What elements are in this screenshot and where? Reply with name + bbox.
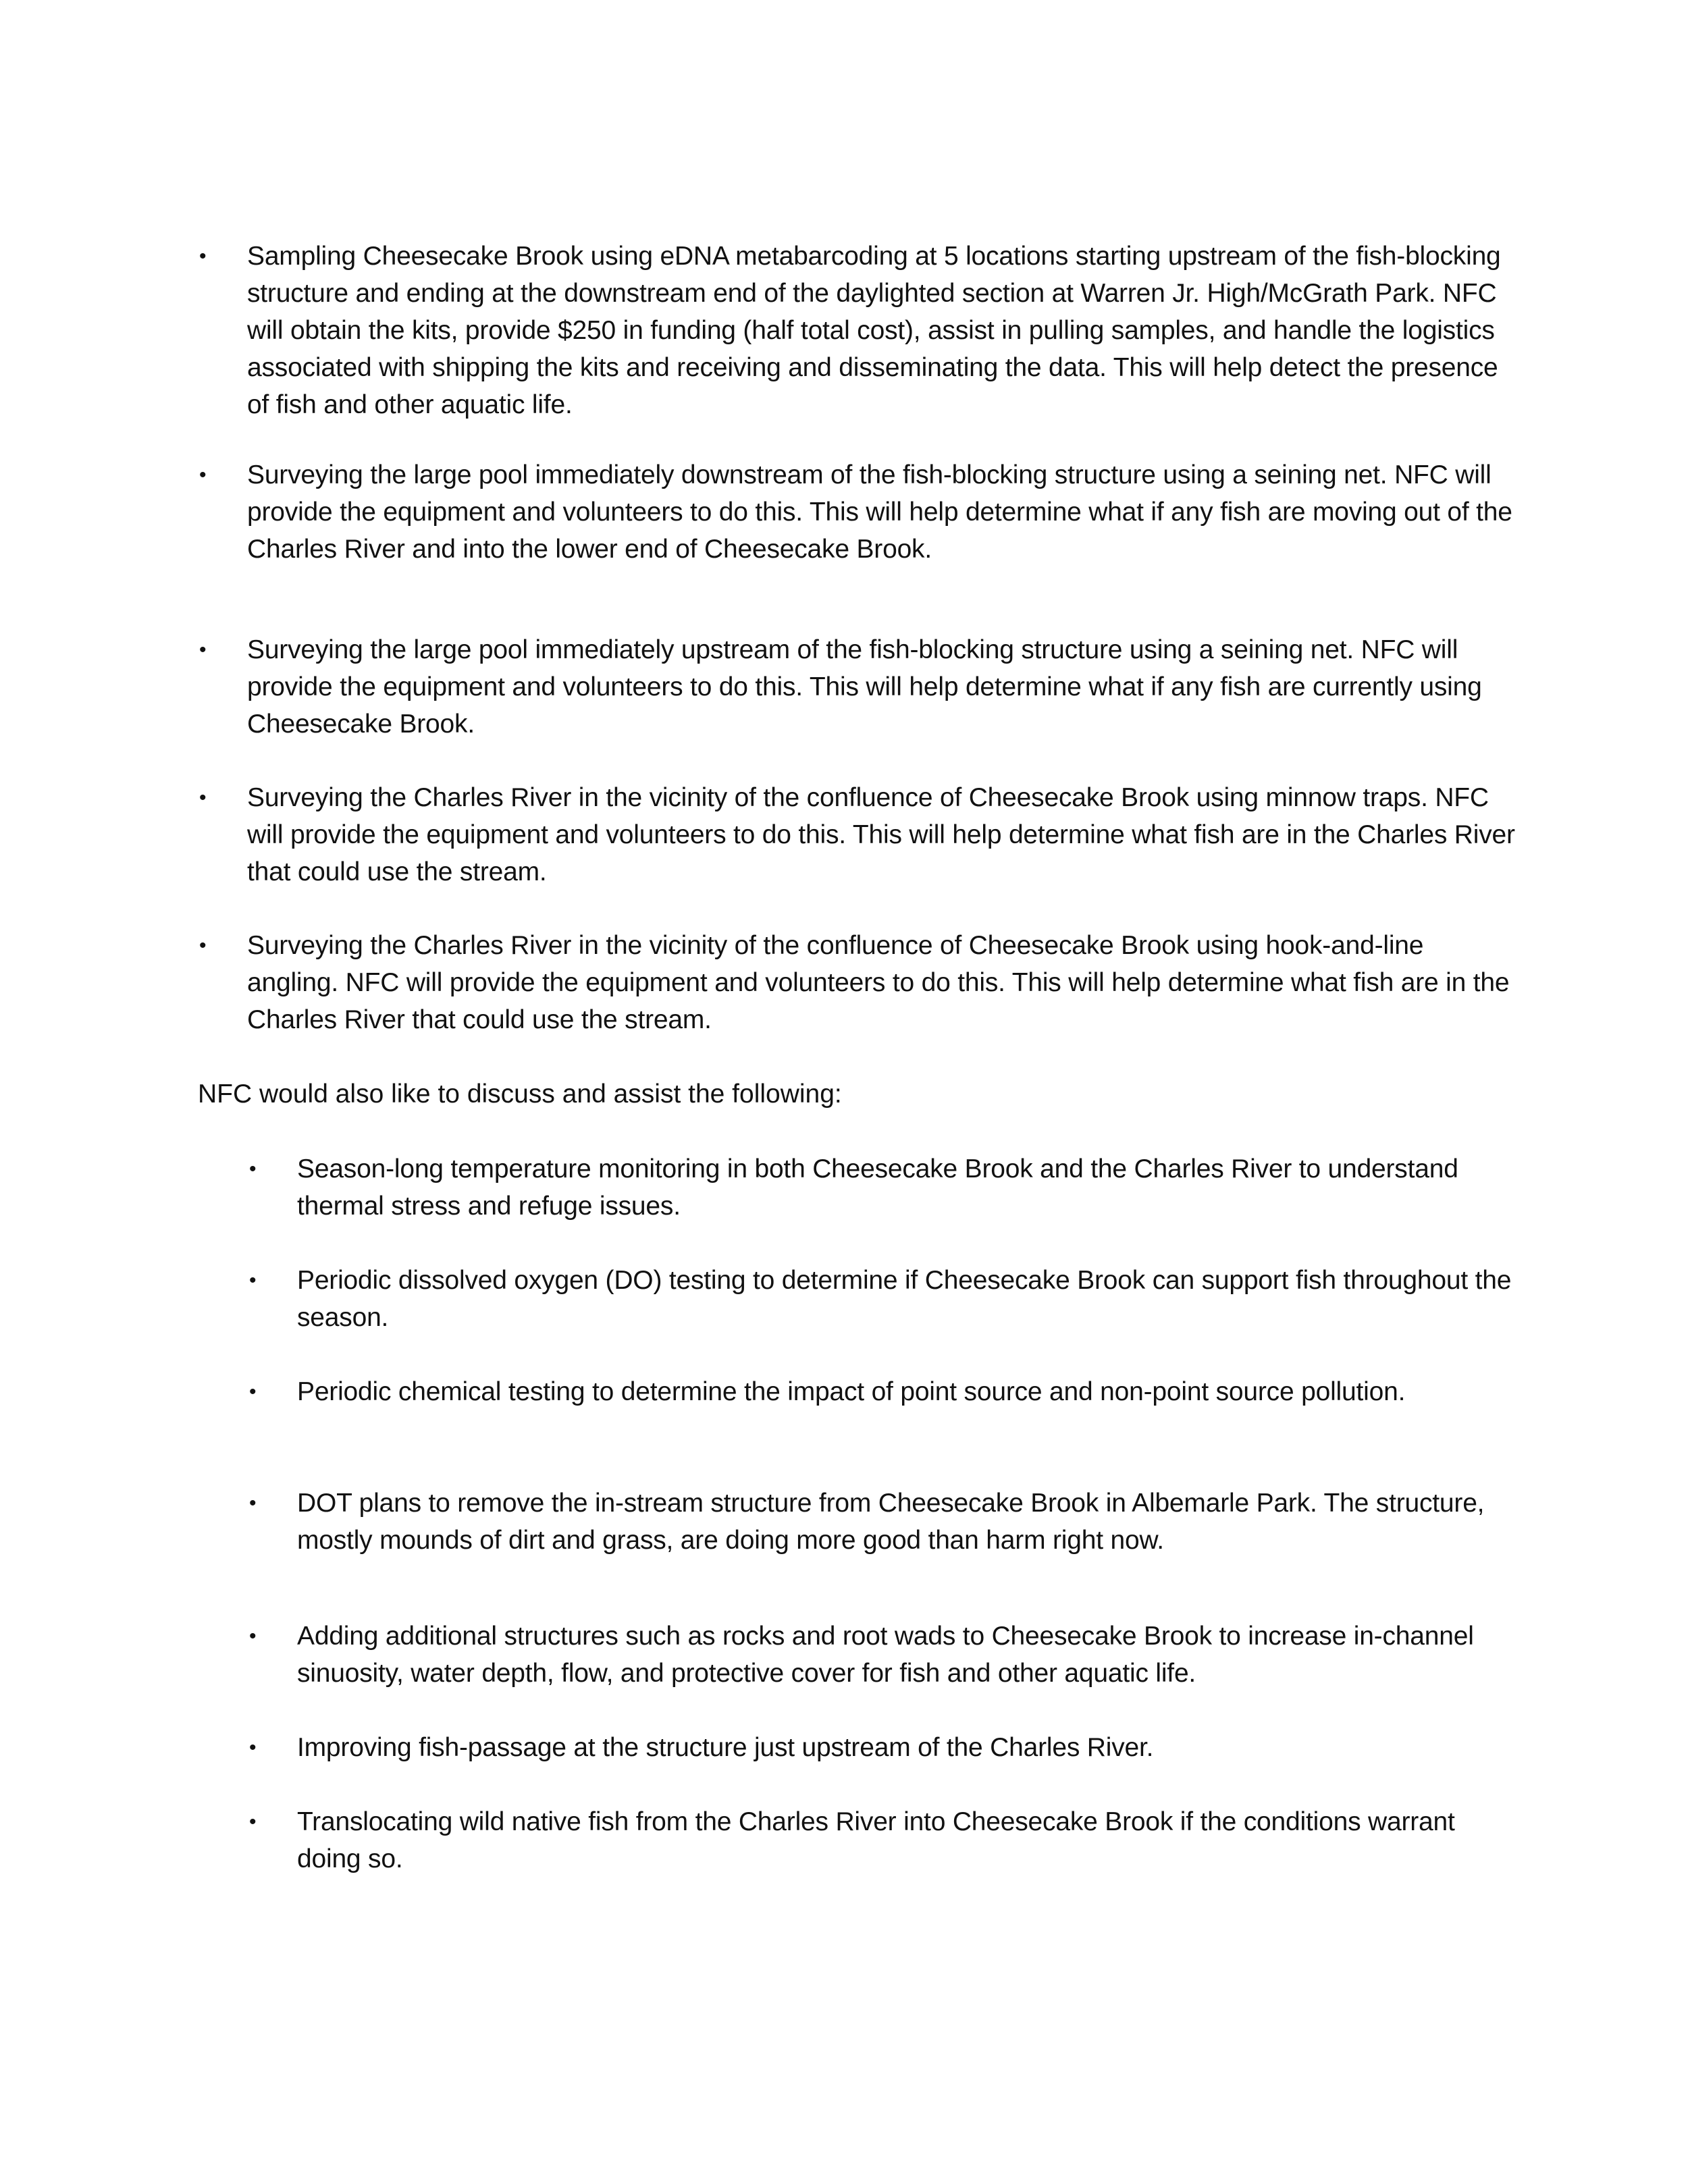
bullet-marker: • — [249, 1736, 257, 1759]
list-item — [249, 1150, 1512, 1225]
list-item-text: Sampling Cheesecake Brook using eDNA metabarcoding at 5 locations starting upstream of the fish-blocking structure and ending at the downstream end of the daylighted section at Warren Jr. High/McGrath Park. NFC will obtain the kits, provide $250 in funding (half total cost), assist in pulling samples, and handle the logistics associated with shipping the kits and receiving and disseminating the data. This will help detect the presence of fish and other aquatic life. — [247, 242, 1501, 419]
list-item-text: Season-long temperature monitoring in both Cheesecake Brook and the Charles River to understand thermal stress and refuge issues. — [297, 1154, 1458, 1221]
list-item-text: Periodic dissolved oxygen (DO) testing to determine if Cheesecake Brook can support fish throughout the season. — [297, 1266, 1512, 1332]
bullet-marker: • — [199, 787, 207, 809]
bullet-marker: • — [249, 1811, 257, 1833]
bullet-marker: • — [199, 464, 207, 486]
list-item-text: Surveying the Charles River in the vicinity of the confluence of Cheesecake Brook using hook-and-line angling. NFC will provide the equipment and volunteers to do this. This will help determine what fish are in the Charles River that could use the stream. — [247, 931, 1510, 1034]
list-item — [249, 1618, 1512, 1692]
list-item-text: Surveying the large pool immediately upstream of the fish-blocking structure using a seining net. NFC will provide the equipment and volunteers to do this. This will help determine what if any fish are currently using Cheesecake Brook. — [247, 635, 1482, 739]
list-item-text: Periodic chemical testing to determine the impact of point source and non-point source pollution. — [297, 1377, 1406, 1406]
bullet-marker: • — [199, 639, 207, 661]
list-item — [249, 1729, 1512, 1766]
bullet-marker: • — [199, 245, 207, 267]
list-item — [199, 238, 1516, 423]
list-item-text: Improving fish-passage at the structure just upstream of the Charles River. — [297, 1733, 1154, 1762]
list-item — [199, 779, 1516, 890]
bullet-marker: • — [249, 1625, 257, 1647]
intro-paragraph: NFC would also like to discuss and assist the following: — [198, 1080, 842, 1109]
list-item-text: Surveying the Charles River in the vicinity of the confluence of Cheesecake Brook using minnow traps. NFC will provide the equipment and volunteers to do this. This will help determine what fish are in the Charles River that could use the stream. — [247, 783, 1515, 886]
list-item-text: DOT plans to remove the in-stream structure from Cheesecake Brook in Albemarle Park. The structure, mostly mounds of dirt and grass, are doing more good than harm right now. — [297, 1489, 1485, 1555]
list-item — [199, 456, 1516, 568]
list-item — [249, 1485, 1512, 1559]
list-item — [249, 1803, 1512, 1877]
list-item — [199, 631, 1516, 743]
list-item-text: Adding additional structures such as rocks and root wads to Cheesecake Brook to increase in-channel sinuosity, water depth, flow, and protective cover for fish and other aquatic life. — [297, 1622, 1474, 1688]
list-item-text: Translocating wild native fish from the Charles River into Cheesecake Brook if the conditions warrant doing so. — [297, 1807, 1455, 1873]
list-item — [249, 1262, 1512, 1336]
bullet-marker: • — [199, 934, 207, 957]
list-item — [249, 1373, 1512, 1410]
bullet-marker: • — [249, 1158, 257, 1180]
list-item — [199, 927, 1516, 1038]
bullet-marker: • — [249, 1381, 257, 1403]
list-item-text: Surveying the large pool immediately downstream of the fish-blocking structure using a seining net. NFC will provide the equipment and volunteers to do this. This will help determine what if any fish are moving out of the Charles River and into the lower end of Cheesecake Brook. — [247, 460, 1512, 564]
bullet-marker: • — [249, 1492, 257, 1514]
bullet-marker: • — [249, 1269, 257, 1291]
